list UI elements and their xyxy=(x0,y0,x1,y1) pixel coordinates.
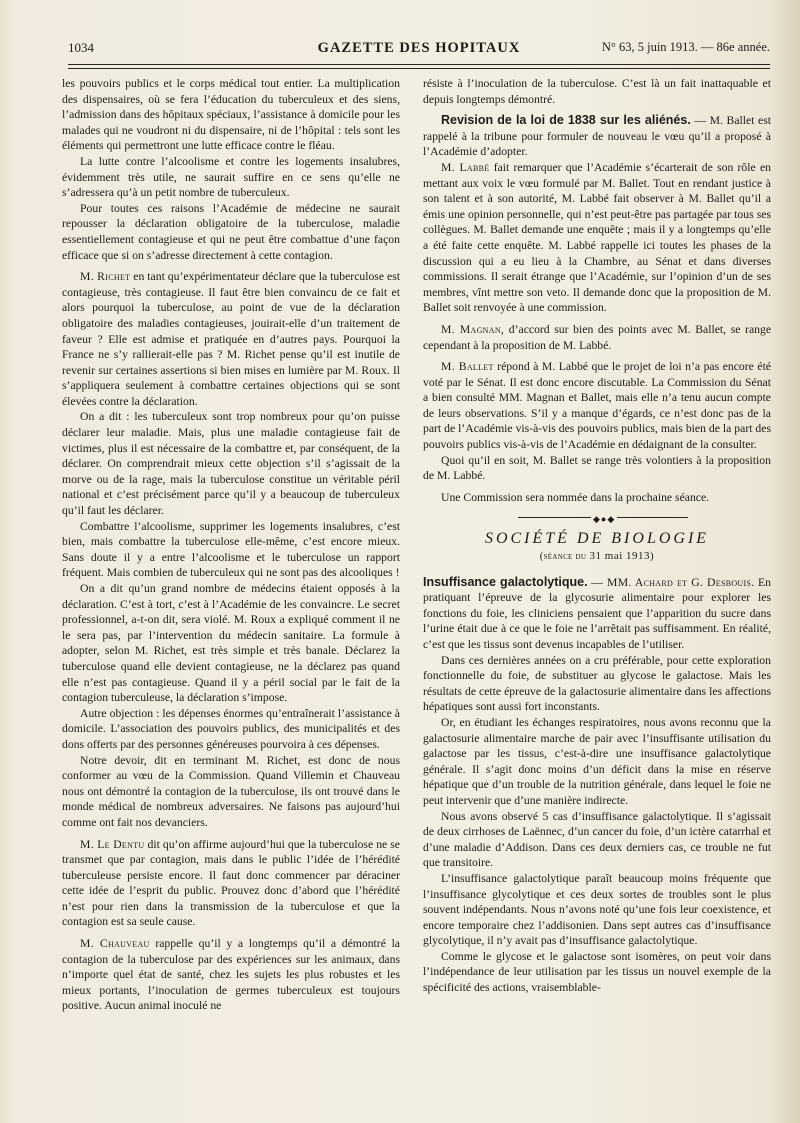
paragraph-text: rappelle qu’il y a longtemps qu’il a démontré la contagion de la tuberculose par des expériences sur les animaux, dans n’importe quel état de santé, chez les sujets les plus robustes et les mieux portants, l’inoculation de germes tuberculeux est toujours positive. Aucun animal inoculé ne xyxy=(62,937,400,1013)
paragraph: les pouvoirs publics et le corps médical tout entier. La multiplication des dispensaires, où se fera l’éducation du tuberculeux et des siens, l’admission dans des hôpitaux spéciaux, l’assistance à domicile pour les malades qui ne voudront ni du dispensaire, ni de l’hôpital : tels sont les éléments qui permettront une lutte efficace contre le fléau. xyxy=(62,77,400,153)
speaker-name: M. Magnan, xyxy=(441,322,505,336)
paragraph xyxy=(423,322,771,353)
section-title: SOCIÉTÉ DE BIOLOGIE xyxy=(484,530,710,548)
paragraph-text: dit qu’on affirme aujourd’hui que la tuberculose ne se transmet que par contagion, mais dans le public l’idée de l’hérédité tuberculeuse persiste encore. Il faut donc commencer par déraciner cette idée de l’esprit du public. Prouvez donc d’abord que l’hérédité n’est pour rien dans la transmission de la tuberculose et que la contagion est sa seule cause. xyxy=(62,837,400,929)
paragraph: Comme le glycose et le galactose sont isomères, on peut voir dans l’indépendance de leur utilisation par les tissus un nouvel exemple de la spécificité des actions, vraisemblable- xyxy=(423,949,771,995)
section-subtitle: (séance du 31 mai 1913) xyxy=(539,550,655,563)
right-column xyxy=(423,76,771,996)
paragraph: La lutte contre l’alcoolisme et contre les logements insalubres, évidemment très utile, ne saurait suffire en ce sens qu’elle ne s’adressera qu’à un petit nombre de tuberculeux. xyxy=(62,154,400,200)
header-rule-top xyxy=(68,64,770,65)
paragraph xyxy=(62,837,400,931)
left-column xyxy=(62,76,400,1014)
speaker-name: M. Chauveau xyxy=(80,937,150,951)
speaker-name: M. Ballet xyxy=(441,360,494,374)
speaker-name: M. Le Dentu xyxy=(80,837,145,851)
paragraph-text: répond à M. Labbé que le projet de loi n’a pas encore été voté par le Sénat. Il est donc encore discutable. La Commission du Sénat a bien consulté MM. Magnan et Ballet, mais elle n’a tenu aucun compte de leurs observations. S’il y a manque d’égards, ce n’est donc pas de la part de l’Académie vis-à-vis des pouvoirs publics, mais bien de la part des pouvoirs publics vis-à-vis de l’Académie en dédaignant de la consulter. xyxy=(423,360,771,452)
issue-info: N° 63, 5 juin 1913. — 86e année. xyxy=(601,40,770,54)
paragraph-text: d’accord sur bien des points avec M. Ballet, se range cependant à la proposition de M. Labbé. xyxy=(423,322,772,352)
paragraph: Autre objection : les dépenses énormes qu’entraînerait l’assistance à domicile. L’association des pouvoirs publics, des municipalités et des dons offerts par des personnes généreuses pourvoira à ces dépenses. xyxy=(62,706,400,751)
paragraph-text: En pratiquant l’épreuve de la glycosurie alimentaire pour explorer les fonctions du foie, les cliniciens pensaient que l’apparition du sucre dans l’urine était due à ce que le foie ne l’arrêtait pas suffisamment. En réalité, c’est que les tissus sont devenus incapables de l’utiliser. xyxy=(423,575,771,651)
authors: — MM. Achard et G. Desbouis. xyxy=(591,575,755,589)
article-heading: Revision de la loi de 1838 sur les aliénés. xyxy=(441,113,691,128)
speaker-name: M. Labbé xyxy=(441,160,490,174)
page-header xyxy=(68,40,770,62)
speaker-name: M. Richet xyxy=(80,270,131,284)
paragraph xyxy=(62,936,400,1014)
paragraph: On a dit : les tuberculeux sont trop nombreux pour qu’on puisse déclarer leur maladie. Mais, plus une maladie contagieuse fait de victimes, plus il est nécessaire de la combattre et, par conséquent, de la déclarer. On comprendrait mieux cette objection s’il s’agissait de la morve ou de la rage, mais la tuberculose constitue un véritable péril national et c’est précisément parce qu’il y a beaucoup de tuberculeux qu’il faut les déclarer. xyxy=(62,410,400,518)
paragraph-text: en tant qu’expérimentateur déclare que la tuberculose est contagieuse, très contagieuse. Il faut être bien convaincu de ce fait et alors pourquoi la tuberculose, au point de vue de la déclaration obligatoire des maladies contagieuses, jouirait-elle d’un traitement de faveur ? Elle est admise et pratiquée en d’autres pays. Pourquoi la France ne s’y rallierait-elle pas ? M. Richet pense qu’il est inutile de revenir sur certaines assertions si bien mises en lumière par M. Roux. Il s’appliquera seulement à combattre certaines objections qui se sont élevées contre la déclaration. xyxy=(62,270,400,408)
page-number: 1034 xyxy=(68,40,94,55)
paragraph: On a dit qu’un grand nombre de médecins étaient opposés à la déclaration. C’est à tort, c’est à l’Académie de les convaincre. Le secret professionnel, a-t-on dit, sera violé. M. Roux a expliqué comment il ne le sera pas, par l’intervention du médecin sanitaire. La formule à adopter, selon M. Richet, est très simple et très banale. Déclarez la tuberculose quand elle devient contagieuse, ne la déclarez pas quand elle n’est pas contagieuse. Quand il y a péril social par le fait de la contagion tuberculeuse, la déclaration s’impose. xyxy=(62,582,400,705)
article-heading: Insuffisance galactolytique. xyxy=(423,574,588,589)
paragraph xyxy=(423,575,771,653)
paragraph-text: fait remarquer que l’Académie s’écarterait de son rôle en mettant aux voix le vœu formulé par M. Ballet. Tout en rendant justice à son talent et à son autorité, M. Labbé fait observer à M. Ballet qu’il a émis une opinion personnelle, qui n’est peut-être pas partagée par tous ses collègues. M. Ballet demande une enquête ; mais il y a longtemps qu’elle a été faite cette enquête. M. Labbé rappelle ici toutes les phases de la discussion qui a eu lieu à la Chambre, au Sénat et dans diverses commissions. Il serait étrange que l’Académie, sur l’opinion d’un de ses membres, vînt mettre son veto. Il demande donc que la proposition de M. Ballet soit renvoyée à une commission. xyxy=(423,160,771,315)
paragraph: résiste à l’inoculation de la tuberculose. C’est là un fait inattaquable et depuis longtemps démontré. xyxy=(423,77,771,106)
section-divider xyxy=(423,511,771,523)
paragraph: L’insuffisance galactolytique paraît beaucoup moins fréquente que l’insuffisance glycolytique et ces deux sortes de troubles sont le plus souvent indépendants. Nous n’avons noté qu’une fois leur coexistence, et encore temporaire chez l’addisonien. Dans sept autres cas d’insuffisance glycolytique, il n’y avait pas d’insuffisance galactolytique. xyxy=(423,871,771,948)
journal-title: GAZETTE DES HOPITAUX xyxy=(317,40,521,56)
paragraph: Notre devoir, dit en terminant M. Richet, est donc de nous conformer au vœu de la Commission. Quand Villemin et Chauveau nous ont démontré la contagion de la tuberculose, ils ont trouvé dans le monde médical de nombreux adversaires. Ne faisons pas aujourd’hui comme ont fait nos devanciers. xyxy=(62,753,400,829)
paragraph: Pour toutes ces raisons l’Académie de médecine ne saurait repousser la déclaration obligatoire de la tuberculose, maladie essentiellement contagieuse et qui ne peut être combattue d’une façon efficace que si on s’adresse directement à cette contagion. xyxy=(62,201,400,262)
paragraph xyxy=(423,359,771,453)
header-rule-bottom xyxy=(68,68,770,69)
paragraph: Or, en étudiant les échanges respiratoires, nous avons reconnu que la galactosurie alimentaire marche de pair avec l’insuffisante utilisation du galactose par les tissus, c’est-à-dire une insuffisance galactolytique générale. Il s’agit donc moins d’un déficit dans la mise en réserve hépatique que d’un trouble de la nutrition générale, dans lequel le foie ne peut intervenir que d’une manière indirecte. xyxy=(423,715,771,807)
paragraph: Nous avons observé 5 cas d’insuffisance galactolytique. Il s’agissait de deux cirrhoses de Laënnec, d’un cancer du foie, d’un ictère catarrhal et d’une maladie d’Addison. Dans ces deux derniers cas, ce trouble ne fut que transitoire. xyxy=(423,809,771,870)
paragraph: Dans ces dernières années on a cru préférable, pour cette exploration fonctionnelle du foie, de substituer au glycose le galactose. Mais les résultats de cette épreuve de la galactosurie alimentaire dans les affections hépatiques sont aussi fort inconstants. xyxy=(423,653,771,714)
paragraph xyxy=(423,113,771,160)
paragraph-text: est rappelé à la tribune pour formuler de nouveau le vœu qu’il a proposé à l’Académie d’adopter. xyxy=(423,114,772,159)
paragraph: Quoi qu’il en soit, M. Ballet se range très volontiers à la proposition de M. Labbé. xyxy=(423,453,771,483)
paragraph xyxy=(62,269,400,409)
paragraph xyxy=(423,160,771,316)
paragraph: Une Commission sera nommée dans la prochaine séance. xyxy=(441,490,710,504)
paragraph: Combattre l’alcoolisme, supprimer les logements insalubres, c’est bien, mais combattre la tuberculose elle-même, c’est encore mieux. Sans doute il y a entre l’alcoolisme et le tuberculose un rapport fréquent. Mais combien de tuberculeux qui ne sont pas des alcooliques ! xyxy=(62,519,400,580)
divider-ornament: ◆●◆ xyxy=(591,512,617,528)
speaker-lead: — M. Ballet xyxy=(694,114,755,128)
